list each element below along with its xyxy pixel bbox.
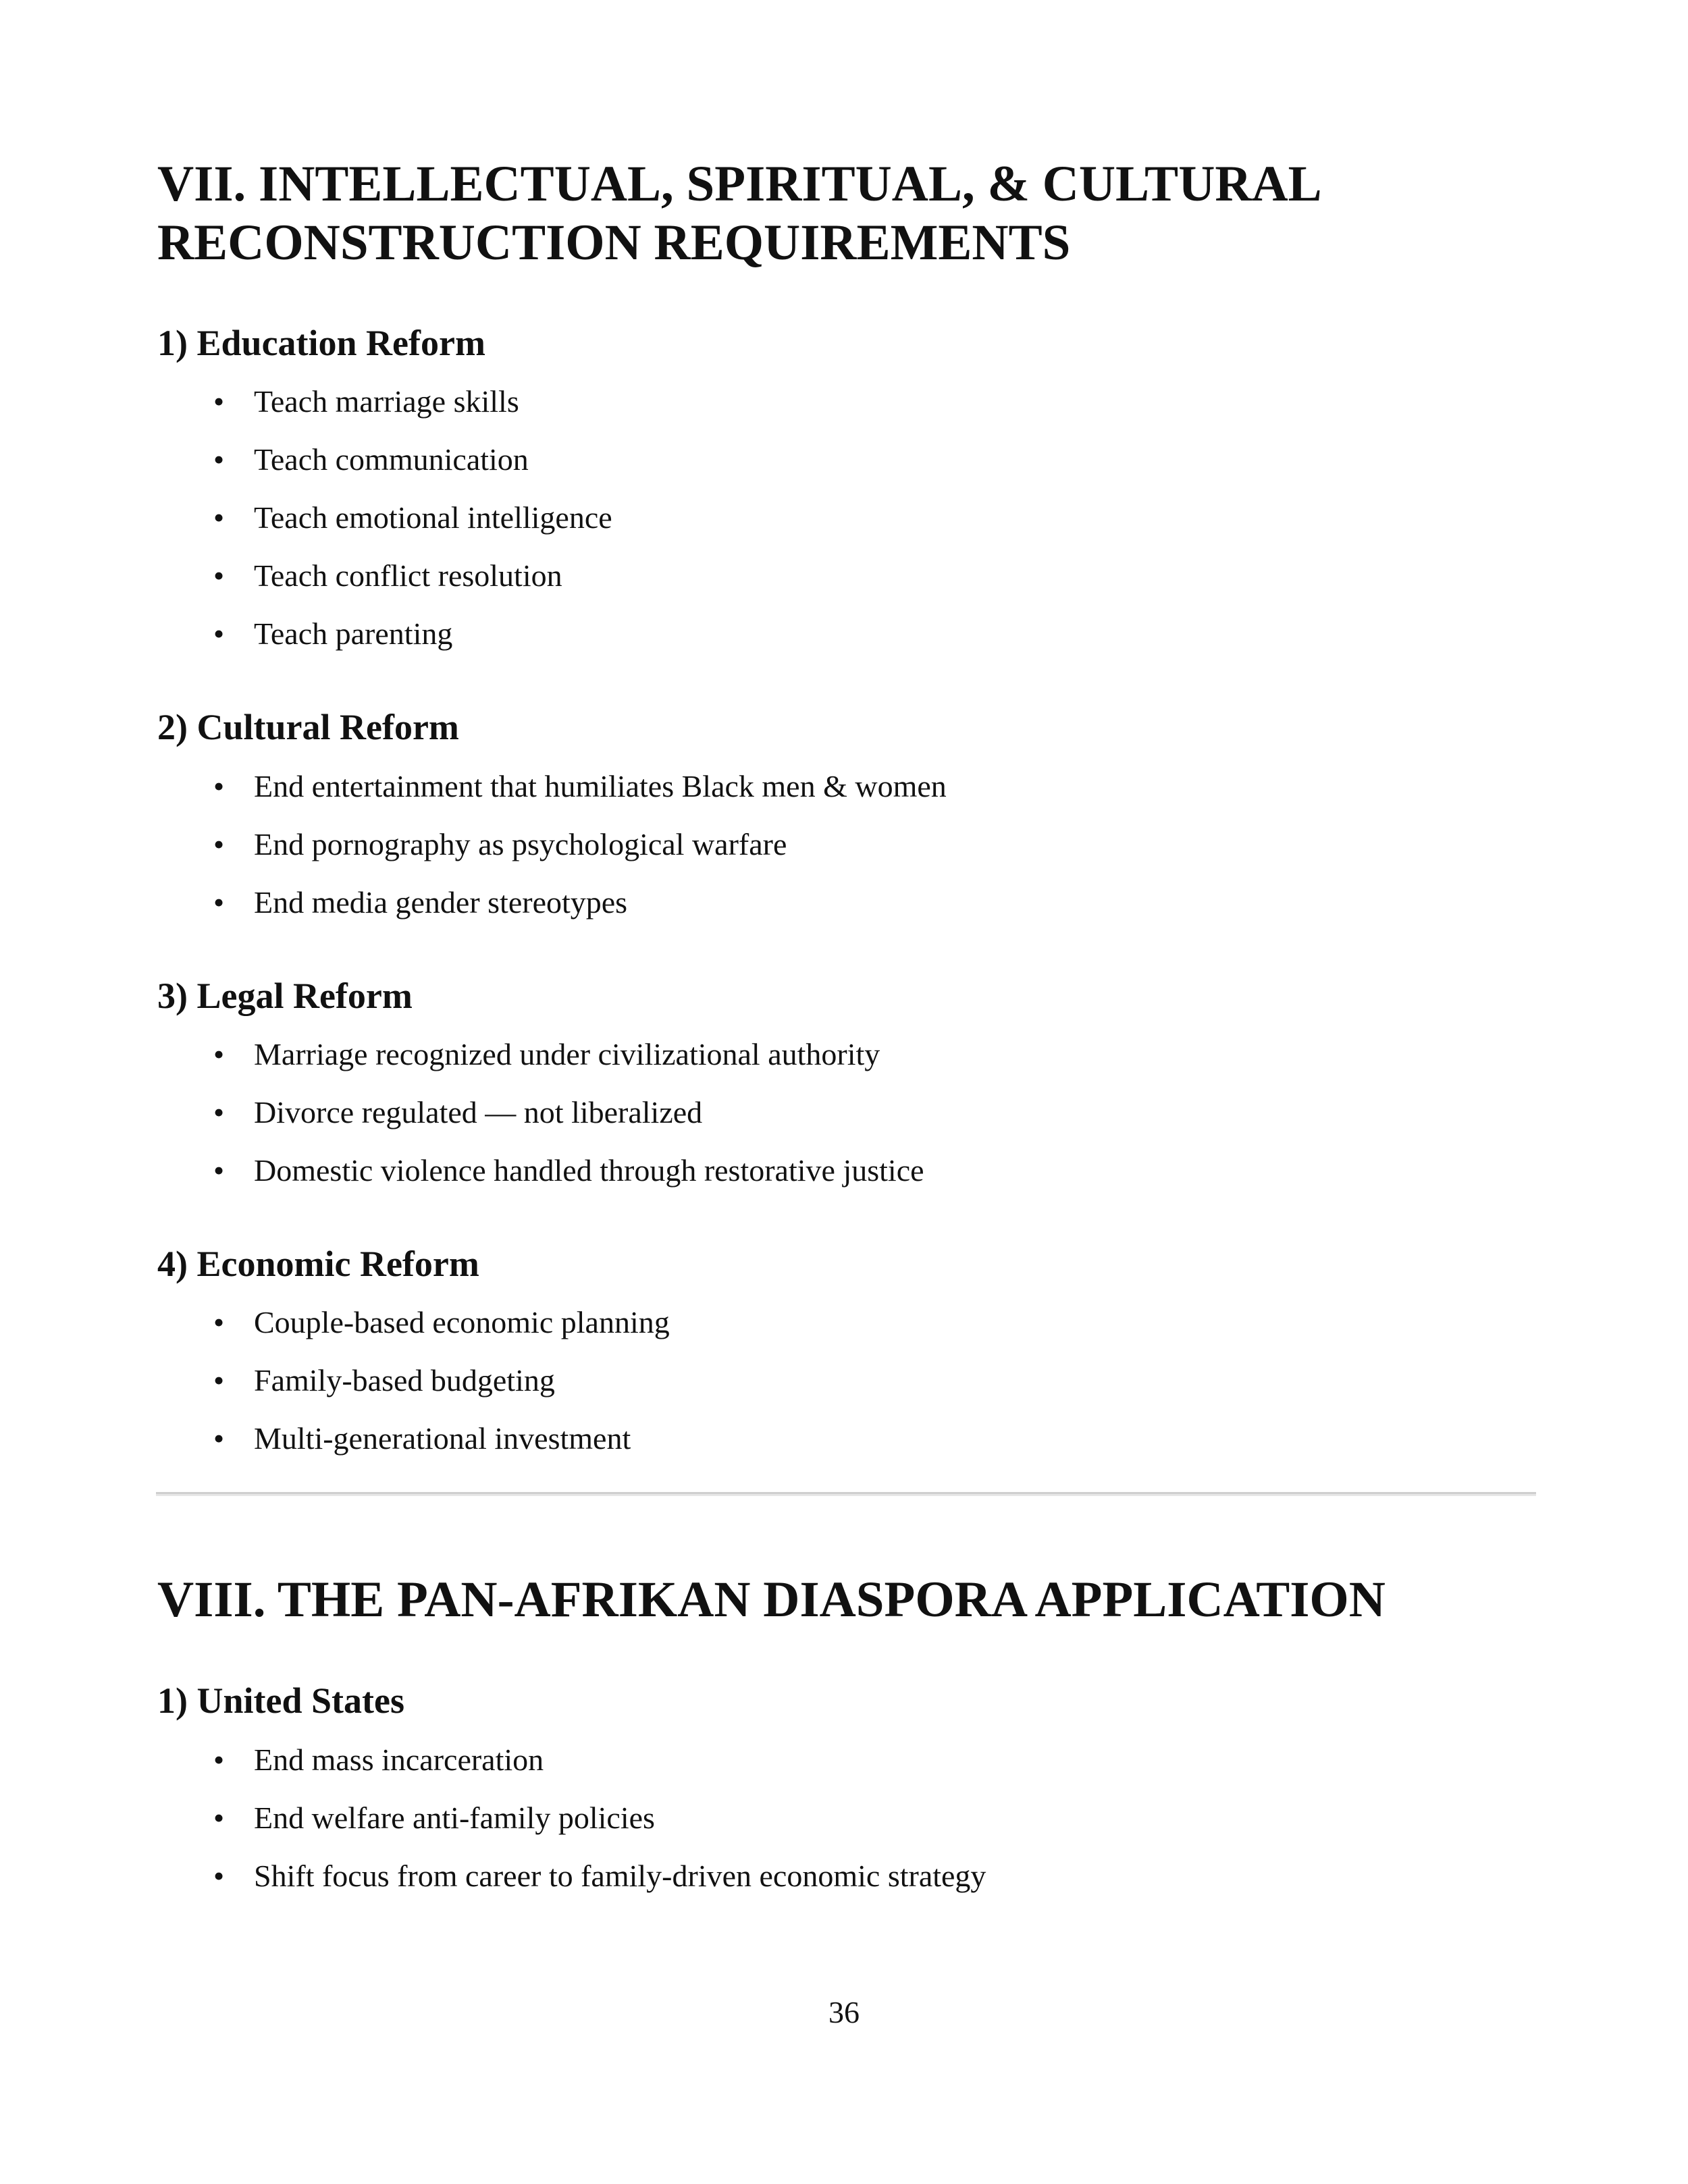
bullet-icon: • xyxy=(213,1363,225,1397)
subsection-heading: 1) United States xyxy=(157,1680,404,1721)
subsection-heading: 1) Education Reform xyxy=(157,323,485,363)
list-item-text: Family-based budgeting xyxy=(254,1363,555,1397)
bullet-icon: • xyxy=(213,558,225,593)
bullet-icon: • xyxy=(213,1859,225,1893)
subsection-heading: 4) Economic Reform xyxy=(157,1244,479,1284)
list-item-text: Couple-based economic planning xyxy=(254,1305,670,1339)
bullet-icon: • xyxy=(213,885,225,920)
bullet-icon: • xyxy=(213,1153,225,1188)
bullet-icon: • xyxy=(213,827,225,861)
list-item-text: End welfare anti-family policies xyxy=(254,1801,655,1835)
list-item-text: Teach marriage skills xyxy=(254,384,519,419)
bullet-icon: • xyxy=(213,1095,225,1129)
section-title: VIII. THE PAN-AFRIKAN DIASPORA APPLICATION xyxy=(157,1572,1386,1628)
bullet-icon: • xyxy=(213,442,225,477)
list-item-text: End media gender stereotypes xyxy=(254,885,628,920)
page-number: 36 xyxy=(828,1995,860,2029)
list-item-text: Teach communication xyxy=(254,442,529,477)
bullet-icon: • xyxy=(213,769,225,803)
bullet-icon: • xyxy=(213,384,225,419)
bullet-icon: • xyxy=(213,1421,225,1456)
list-item-text: Shift focus from career to family-driven economic strategy xyxy=(254,1859,986,1893)
bullet-icon: • xyxy=(213,1742,225,1777)
section-title: VII. INTELLECTUAL, SPIRITUAL, & CULTURAL RECONSTRUCTION REQUIREMENTS xyxy=(157,156,1319,271)
bullet-icon: • xyxy=(213,1305,225,1339)
bullet-icon: • xyxy=(213,500,225,535)
list-item-text: Teach parenting xyxy=(254,616,453,651)
list-item-text: Multi-generational investment xyxy=(254,1421,631,1456)
list-item-text: Domestic violence handled through restorative justice xyxy=(254,1153,924,1188)
list-item-text: End pornography as psychological warfare xyxy=(254,827,787,861)
bullet-icon: • xyxy=(213,1037,225,1071)
subsection-heading: 3) Legal Reform xyxy=(157,976,413,1016)
bullet-icon: • xyxy=(213,1801,225,1835)
section-divider xyxy=(156,1492,1536,1496)
bullet-icon: • xyxy=(213,616,225,651)
list-item-text: Teach conflict resolution xyxy=(254,558,562,593)
list-item-text: End mass incarceration xyxy=(254,1742,544,1777)
list-item-text: Divorce regulated — not liberalized xyxy=(254,1095,703,1129)
list-item-text: Teach emotional intelligence xyxy=(254,500,612,535)
list-item-text: End entertainment that humiliates Black men & women xyxy=(254,769,947,803)
subsection-heading: 2) Cultural Reform xyxy=(157,707,459,747)
list-item-text: Marriage recognized under civilizational authority xyxy=(254,1037,880,1071)
